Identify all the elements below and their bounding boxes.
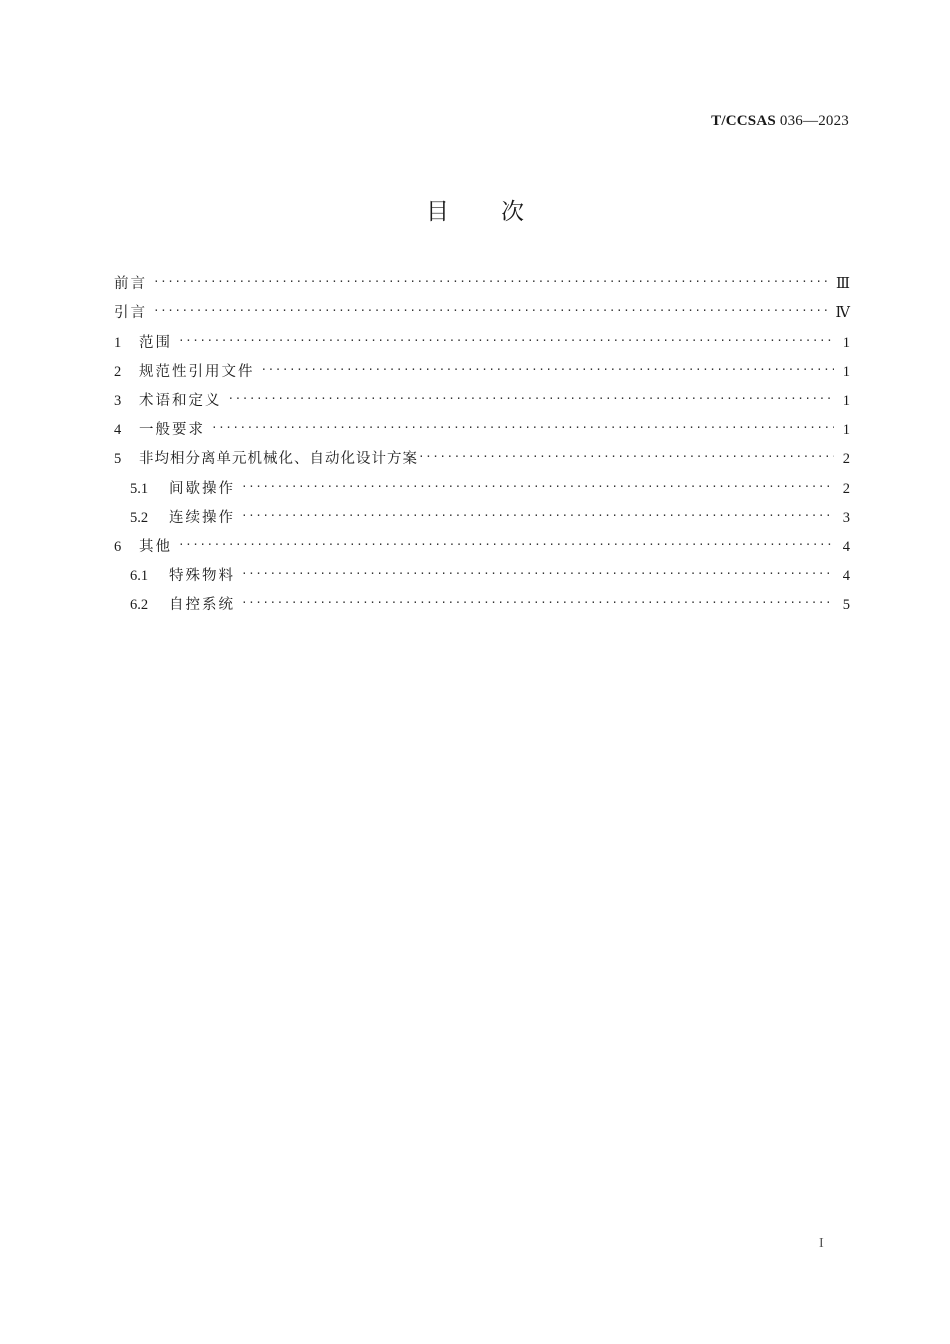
toc-entry-page: 5 <box>842 597 850 614</box>
toc-entry-label: 特殊物料 <box>169 568 235 585</box>
toc-entry[interactable] <box>114 445 850 474</box>
toc-entry-page: Ⅲ <box>836 276 850 293</box>
toc-entry-number: 4 <box>114 422 122 439</box>
toc-entry-number: 3 <box>114 392 122 409</box>
toc-entry[interactable] <box>114 358 850 387</box>
toc-entry-label: 连续操作 <box>169 509 235 526</box>
toc-entry-number: 5 <box>114 451 122 468</box>
standard-code <box>711 113 849 130</box>
toc-entry-label: 自控系统 <box>169 597 235 614</box>
page-number: I <box>819 1236 824 1251</box>
toc-entry[interactable] <box>114 270 850 299</box>
toc-entry-label: 术语和定义 <box>139 392 222 409</box>
toc-leader-dots <box>153 267 832 296</box>
toc-entry[interactable] <box>114 299 850 328</box>
toc-entry-number: 5.2 <box>130 509 149 526</box>
toc-entry[interactable] <box>114 591 850 620</box>
toc-entry[interactable] <box>114 504 850 533</box>
toc-leader-dots <box>241 472 834 501</box>
toc-entry-label: 范围 <box>139 334 172 351</box>
toc-entry-number: 2 <box>114 363 122 380</box>
toc-leader-dots <box>418 442 834 471</box>
standard-number: 036—2023 <box>779 113 849 129</box>
toc-entry-label: 一般要求 <box>139 422 205 439</box>
toc-entry-label: 引言 <box>114 305 147 322</box>
toc-entry-page: Ⅳ <box>835 305 850 322</box>
toc-entry-number: 6.1 <box>130 568 149 585</box>
toc-entry[interactable] <box>114 474 850 503</box>
toc-entry-page: 3 <box>842 509 850 526</box>
toc-leader-dots <box>211 413 834 442</box>
toc-entry-label: 非均相分离单元机械化、自动化设计方案 <box>139 451 418 468</box>
toc-entry[interactable] <box>114 328 850 357</box>
toc-entry-label: 其他 <box>139 538 172 555</box>
toc-leader-dots <box>241 588 834 617</box>
toc-entry-label: 前言 <box>114 276 147 293</box>
table-of-contents <box>114 270 850 620</box>
toc-entry-page: 1 <box>842 422 850 439</box>
toc-leader-dots <box>178 530 834 559</box>
toc-leader-dots <box>241 559 834 588</box>
toc-entry[interactable] <box>114 387 850 416</box>
toc-entry-page: 2 <box>842 480 850 497</box>
toc-entry-label: 规范性引用文件 <box>139 363 255 380</box>
page-title: 目次 <box>426 199 576 225</box>
toc-entry-page: 1 <box>842 363 850 380</box>
toc-leader-dots <box>228 384 835 413</box>
toc-entry[interactable] <box>114 562 850 591</box>
toc-leader-dots <box>178 326 834 355</box>
toc-entry-number: 6.2 <box>130 597 149 614</box>
toc-entry-page: 2 <box>842 451 850 468</box>
toc-leader-dots <box>153 296 832 325</box>
toc-leader-dots <box>261 355 835 384</box>
toc-entry-page: 4 <box>842 538 850 555</box>
toc-entry-number: 1 <box>114 334 122 351</box>
toc-entry-number: 5.1 <box>130 480 149 497</box>
toc-entry-page: 1 <box>842 392 850 409</box>
standard-prefix: T/CCSAS <box>711 113 776 129</box>
toc-leader-dots <box>241 501 834 530</box>
toc-entry-label: 间歇操作 <box>169 480 235 497</box>
toc-entry-page: 4 <box>842 568 850 585</box>
toc-entry-number: 6 <box>114 538 122 555</box>
toc-entry-page: 1 <box>842 334 850 351</box>
toc-entry[interactable] <box>114 416 850 445</box>
toc-entry[interactable] <box>114 533 850 562</box>
